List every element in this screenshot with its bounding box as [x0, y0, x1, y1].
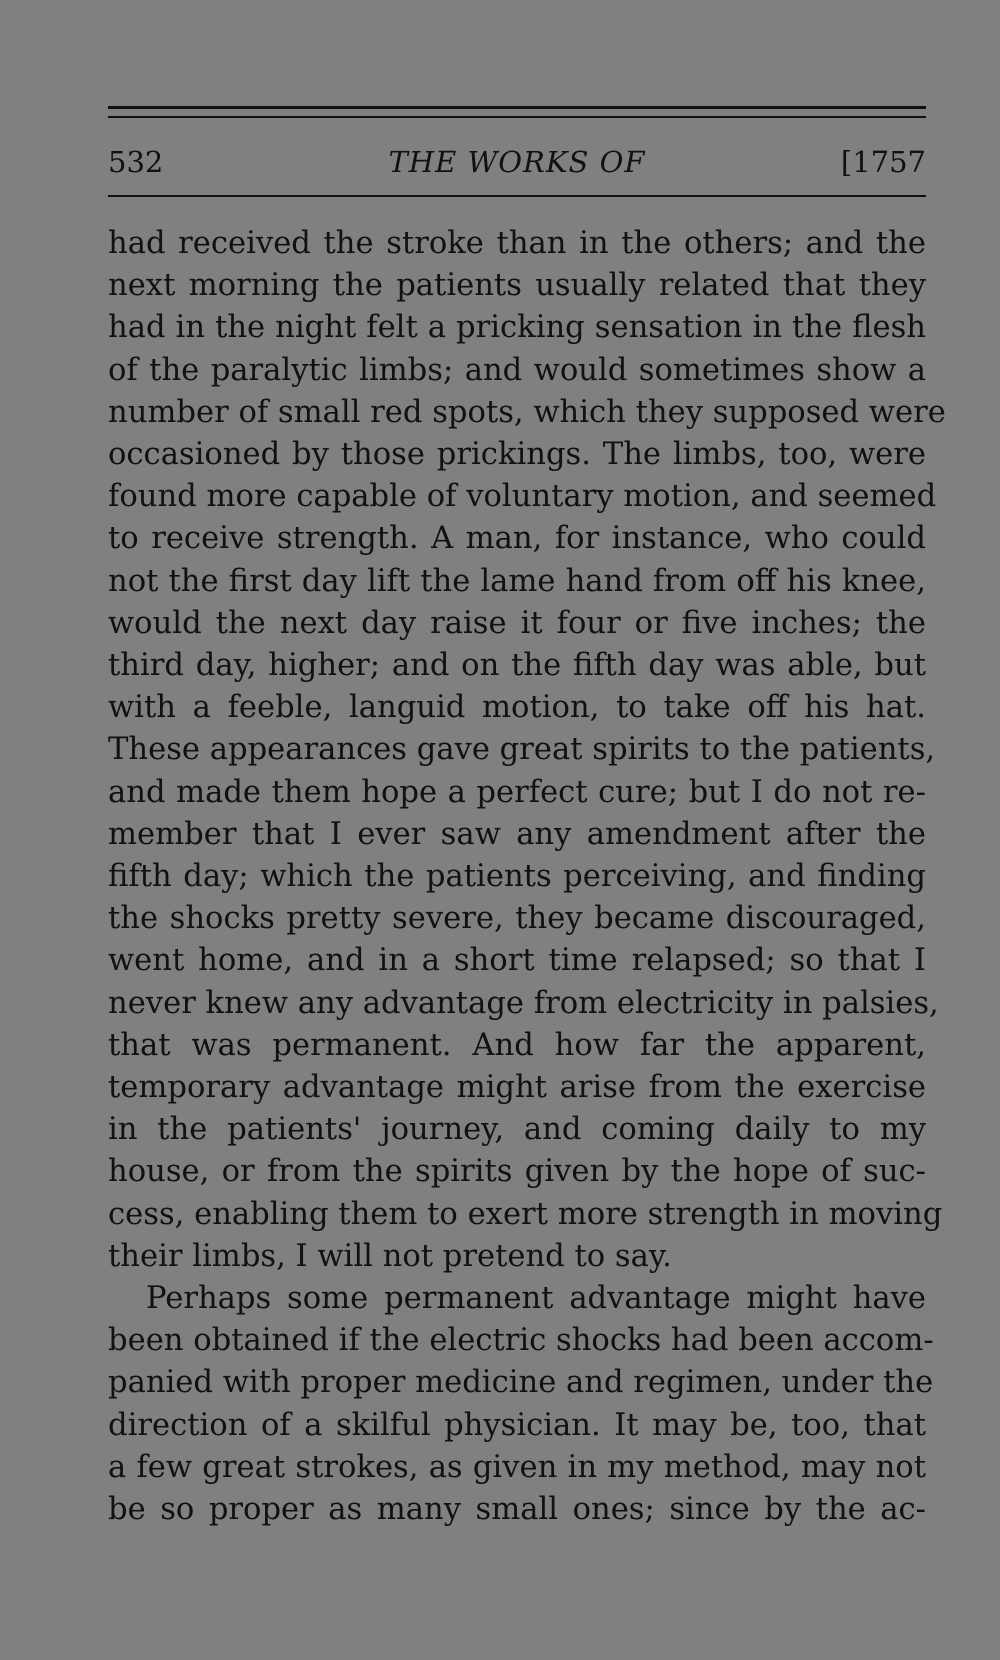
text-line: with a feeble, languid motion, to take off his hat. [108, 690, 926, 726]
text-line: had in the night felt a pricking sensation in the flesh [108, 310, 926, 346]
page-number: 532 [108, 145, 164, 179]
running-head [108, 140, 926, 184]
text-line: panied with proper medicine and regimen, under the [108, 1365, 934, 1401]
text-line: had received the stroke than in the others; and the [108, 226, 926, 261]
text-line: to receive strength. A man, for instance, who could [108, 521, 926, 557]
text-line: never knew any advantage from electricity in palsies, [108, 985, 939, 1021]
text-line: of the paralytic limbs; and would sometimes show a [108, 352, 926, 388]
text-line: not the first day lift the lame hand from off his knee, [108, 563, 926, 599]
header-rule-bottom [108, 195, 926, 197]
text-line: a few great strokes, as given in my method, may not [108, 1449, 926, 1485]
paragraph-2 [108, 1278, 934, 1531]
text-line: be so proper as many small ones; since by the ac- [108, 1492, 926, 1528]
text-line: would the next day raise it four or five inches; the [108, 605, 926, 641]
running-year: [1757 [840, 145, 926, 179]
text-line: the shocks pretty severe, they became discouraged, [108, 901, 926, 937]
text-line: number of small red spots, which they supposed were [108, 394, 946, 430]
header-rule-top [108, 106, 926, 109]
text-line: cess, enabling them to exert more strength in moving [108, 1196, 943, 1232]
text-line: that was permanent. And how far the apparent, [108, 1027, 926, 1063]
text-line: occasioned by those prickings. The limbs, too, were [108, 437, 926, 473]
text-line: direction of a skilful physician. It may be, too, that [108, 1407, 926, 1443]
text-line: Perhaps some permanent advantage might have [146, 1281, 926, 1317]
text-line: and made them hope a perfect cure; but I do not re- [108, 774, 926, 810]
body-text [108, 223, 946, 1531]
book-page [108, 0, 946, 1660]
text-line: went home, and in a short time relapsed; so that I [108, 943, 926, 979]
text-line: These appearances gave great spirits to the patients, [108, 732, 936, 768]
paragraph-1 [108, 223, 946, 1278]
text-line: next morning the patients usually related that they [108, 268, 926, 304]
text-line: been obtained if the electric shocks had been accom- [108, 1323, 934, 1359]
text-line: member that I ever saw any amendment after the [108, 816, 926, 852]
text-line: their limbs, I will not pretend to say. [108, 1238, 672, 1274]
text-line: house, or from the spirits given by the hope of suc- [108, 1154, 926, 1190]
text-line: fifth day; which the patients perceiving, and finding [108, 859, 926, 895]
text-line: temporary advantage might arise from the exercise [108, 1070, 926, 1106]
header-rule-top-thin [108, 116, 926, 118]
running-title: THE WORKS OF [388, 145, 646, 179]
text-line: found more capable of voluntary motion, and seemed [108, 479, 937, 515]
text-line: in the patients' journey, and coming daily to my [108, 1112, 926, 1148]
text-line: third day, higher; and on the fifth day was able, but [108, 648, 926, 684]
